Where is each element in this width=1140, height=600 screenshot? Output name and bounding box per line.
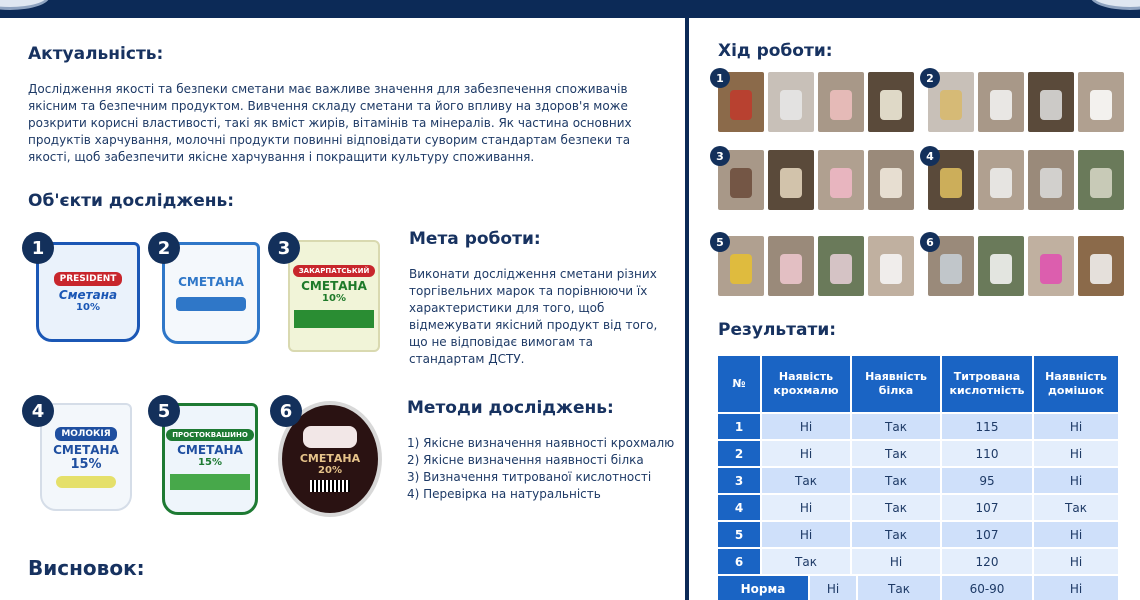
sample-tube xyxy=(780,254,802,284)
cell: Ні xyxy=(1034,522,1120,547)
progress-title: Хід роботи: xyxy=(718,41,833,61)
product-5 xyxy=(148,395,263,520)
product-brand: ПРОСТОКВАШИНО xyxy=(166,429,254,441)
experiment-photo xyxy=(1078,150,1124,210)
method-item: 3) Визначення титрованої кислотності xyxy=(407,470,652,484)
sample-tube xyxy=(990,90,1012,120)
col-header: № xyxy=(718,356,762,412)
cell: Ні xyxy=(852,549,942,574)
product-name: СМЕТАНА xyxy=(299,452,361,465)
col-header: Титрована кислотність xyxy=(942,356,1034,412)
product-name: СМЕТАНА xyxy=(53,442,119,457)
product-3 xyxy=(268,232,383,357)
experiment-photo xyxy=(768,236,814,296)
sample-tube xyxy=(830,90,852,120)
col-header: Наявність білка xyxy=(852,356,942,412)
step-badge: 1 xyxy=(710,68,730,88)
cell: Ні xyxy=(762,522,852,547)
cell: Ні xyxy=(1034,468,1120,493)
goal-title: Мета роботи: xyxy=(409,229,541,249)
product-package xyxy=(40,403,132,511)
step-badge: 4 xyxy=(920,146,940,166)
top-banner xyxy=(0,0,1140,18)
relevance-title: Актуальність: xyxy=(28,44,164,64)
cell: 120 xyxy=(942,549,1034,574)
table-row xyxy=(718,522,1120,547)
cell: 1 xyxy=(718,414,762,439)
method-item: 1) Якісне визначення наявності крохмалю xyxy=(407,436,675,450)
norm-cell: Ні xyxy=(810,576,858,600)
product-name: СМЕТАНА xyxy=(177,442,243,457)
product-brand: МОЛОКІЯ xyxy=(55,427,116,441)
product-brand: PRESIDENT xyxy=(54,272,123,286)
experiment-photo xyxy=(768,150,814,210)
experiment-photo xyxy=(818,236,864,296)
cell: Ні xyxy=(762,414,852,439)
goal-line: торгівельних марок та порівнюючи їх xyxy=(409,284,648,298)
experiment-photo xyxy=(978,72,1024,132)
cell: Ні xyxy=(1034,414,1120,439)
cell: Ні xyxy=(762,441,852,466)
methods-title: Методи досліджень: xyxy=(407,398,614,418)
table-header-row xyxy=(718,356,1120,412)
package-stripe xyxy=(294,310,374,328)
cell: 95 xyxy=(942,468,1034,493)
relevance-line: Дослідження якості та безпеки сметани має важливе значення для забезпечення споживачів xyxy=(28,82,628,96)
package-stripe xyxy=(56,476,116,488)
relevance-line: продуктів харчування, молочні продукти повинні відповідати суворим стандартам безпеки та xyxy=(28,133,631,147)
experiment-photo xyxy=(768,72,814,132)
product-number: 4 xyxy=(22,395,54,427)
cell: Так xyxy=(762,549,852,574)
product-fat: 10% xyxy=(322,292,346,304)
product-1 xyxy=(22,232,142,352)
results-title: Результати: xyxy=(718,320,837,340)
barcode xyxy=(310,480,350,492)
goal-line: що не відповідає вимогам та xyxy=(409,335,593,349)
product-package xyxy=(36,242,140,342)
goal-text xyxy=(409,266,657,368)
sample-tube xyxy=(990,254,1012,284)
sample-tube xyxy=(830,254,852,284)
step-badge: 3 xyxy=(710,146,730,166)
cell: 3 xyxy=(718,468,762,493)
cell: 115 xyxy=(942,414,1034,439)
cell: Так xyxy=(852,468,942,493)
experiment-photo xyxy=(1028,72,1074,132)
relevance-line: якісним та безпечним продуктом. Вивчення складу сметани та його впливу на здоров'я може xyxy=(28,99,628,113)
sample-tube xyxy=(730,254,752,284)
sample-tube xyxy=(1090,90,1112,120)
cell: Так xyxy=(852,441,942,466)
table-row xyxy=(718,495,1120,520)
product-brand: ЗАКАРПАТСЬКИЙ xyxy=(293,265,376,277)
sample-tube xyxy=(1040,90,1062,120)
goal-line: Виконати дослідження сметани різних xyxy=(409,267,657,281)
cell: Ні xyxy=(762,495,852,520)
sample-tube xyxy=(990,168,1012,198)
experiment-photo xyxy=(868,236,914,296)
table-row xyxy=(718,549,1120,574)
product-fat: 20% xyxy=(318,465,342,476)
cell: Ні xyxy=(1034,441,1120,466)
package-stripe xyxy=(176,297,246,311)
product-number: 1 xyxy=(22,232,54,264)
sample-tube xyxy=(780,168,802,198)
goal-line: характеристики для того, щоб xyxy=(409,301,605,315)
sample-tube xyxy=(1040,254,1062,284)
experiment-photo xyxy=(978,236,1024,296)
sample-tube xyxy=(940,90,962,120)
cell: 5 xyxy=(718,522,762,547)
goal-line: відмежувати якісний продукт від того, xyxy=(409,318,658,332)
product-2 xyxy=(148,232,263,352)
product-name: СМЕТАНА xyxy=(178,275,244,289)
experiment-photo xyxy=(818,150,864,210)
methods-list xyxy=(407,435,674,503)
experiment-photo xyxy=(868,72,914,132)
sample-tube xyxy=(1090,168,1112,198)
results-table xyxy=(718,354,1120,576)
product-name: СМЕТАНА xyxy=(301,278,367,293)
col-header: Наявість крохмалю xyxy=(762,356,852,412)
sample-tube xyxy=(730,90,752,120)
relevance-line: розкрити корисні властивості, такі як вміст жирів, вітамінів та мінералів. Як частина основних xyxy=(28,116,632,130)
norm-row xyxy=(718,576,1120,600)
product-package xyxy=(288,240,380,352)
sample-tube xyxy=(780,90,802,120)
goal-line: стандартам ДСТУ. xyxy=(409,352,525,366)
step-badge: 6 xyxy=(920,232,940,252)
sample-tube xyxy=(1040,168,1062,198)
experiment-photo xyxy=(1078,236,1124,296)
experiment-photo xyxy=(1028,150,1074,210)
decor-bubble-left xyxy=(0,0,50,10)
column-divider xyxy=(685,18,689,600)
cell: Так xyxy=(852,414,942,439)
cell: Ні xyxy=(1034,549,1120,574)
cell: 2 xyxy=(718,441,762,466)
package-logo xyxy=(303,426,357,448)
sample-tube xyxy=(880,90,902,120)
method-item: 2) Якісне визначення наявності білка xyxy=(407,453,644,467)
product-fat: 15% xyxy=(70,456,102,472)
method-item: 4) Перевірка на натуральність xyxy=(407,487,601,501)
package-stripe xyxy=(170,474,250,490)
cell: Так xyxy=(762,468,852,493)
relevance-line: якості, щоб забезпечити якісне харчування і покращити культуру споживання. xyxy=(28,150,535,164)
table-row xyxy=(718,414,1120,439)
cell: 110 xyxy=(942,441,1034,466)
experiment-photo xyxy=(978,150,1024,210)
cell: 107 xyxy=(942,495,1034,520)
experiment-photo xyxy=(1078,72,1124,132)
experiment-photo xyxy=(818,72,864,132)
table-row xyxy=(718,468,1120,493)
table-row xyxy=(718,441,1120,466)
objects-title: Об'єкти досліджень: xyxy=(28,191,235,211)
cell: 6 xyxy=(718,549,762,574)
relevance-text xyxy=(28,81,632,166)
cell: 107 xyxy=(942,522,1034,547)
product-4 xyxy=(22,395,137,515)
experiment-photo xyxy=(1028,236,1074,296)
conclusion-title: Висновок: xyxy=(28,556,145,580)
decor-bubble-right xyxy=(1090,0,1140,10)
sample-tube xyxy=(880,168,902,198)
product-number: 3 xyxy=(268,232,300,264)
norm-label: Норма xyxy=(718,576,810,600)
sample-tube xyxy=(730,168,752,198)
experiment-photo xyxy=(868,150,914,210)
product-name: Сметана xyxy=(58,287,118,302)
sample-tube xyxy=(830,168,852,198)
norm-cell: 60-90 xyxy=(942,576,1034,600)
product-fat: 15% xyxy=(198,456,222,468)
cell: Так xyxy=(852,495,942,520)
product-number: 2 xyxy=(148,232,180,264)
sample-tube xyxy=(940,254,962,284)
cell: Так xyxy=(1034,495,1120,520)
sample-tube xyxy=(1090,254,1112,284)
cell: 4 xyxy=(718,495,762,520)
sample-tube xyxy=(940,168,962,198)
step-badge: 2 xyxy=(920,68,940,88)
product-number: 6 xyxy=(270,395,302,427)
col-header: Наявність домішок xyxy=(1034,356,1120,412)
sample-tube xyxy=(880,254,902,284)
norm-cell: Ні xyxy=(1034,576,1120,600)
norm-cell: Так xyxy=(858,576,942,600)
step-badge: 5 xyxy=(710,232,730,252)
product-fat: 10% xyxy=(76,301,100,313)
cell: Так xyxy=(852,522,942,547)
product-6 xyxy=(270,395,385,520)
product-number: 5 xyxy=(148,395,180,427)
